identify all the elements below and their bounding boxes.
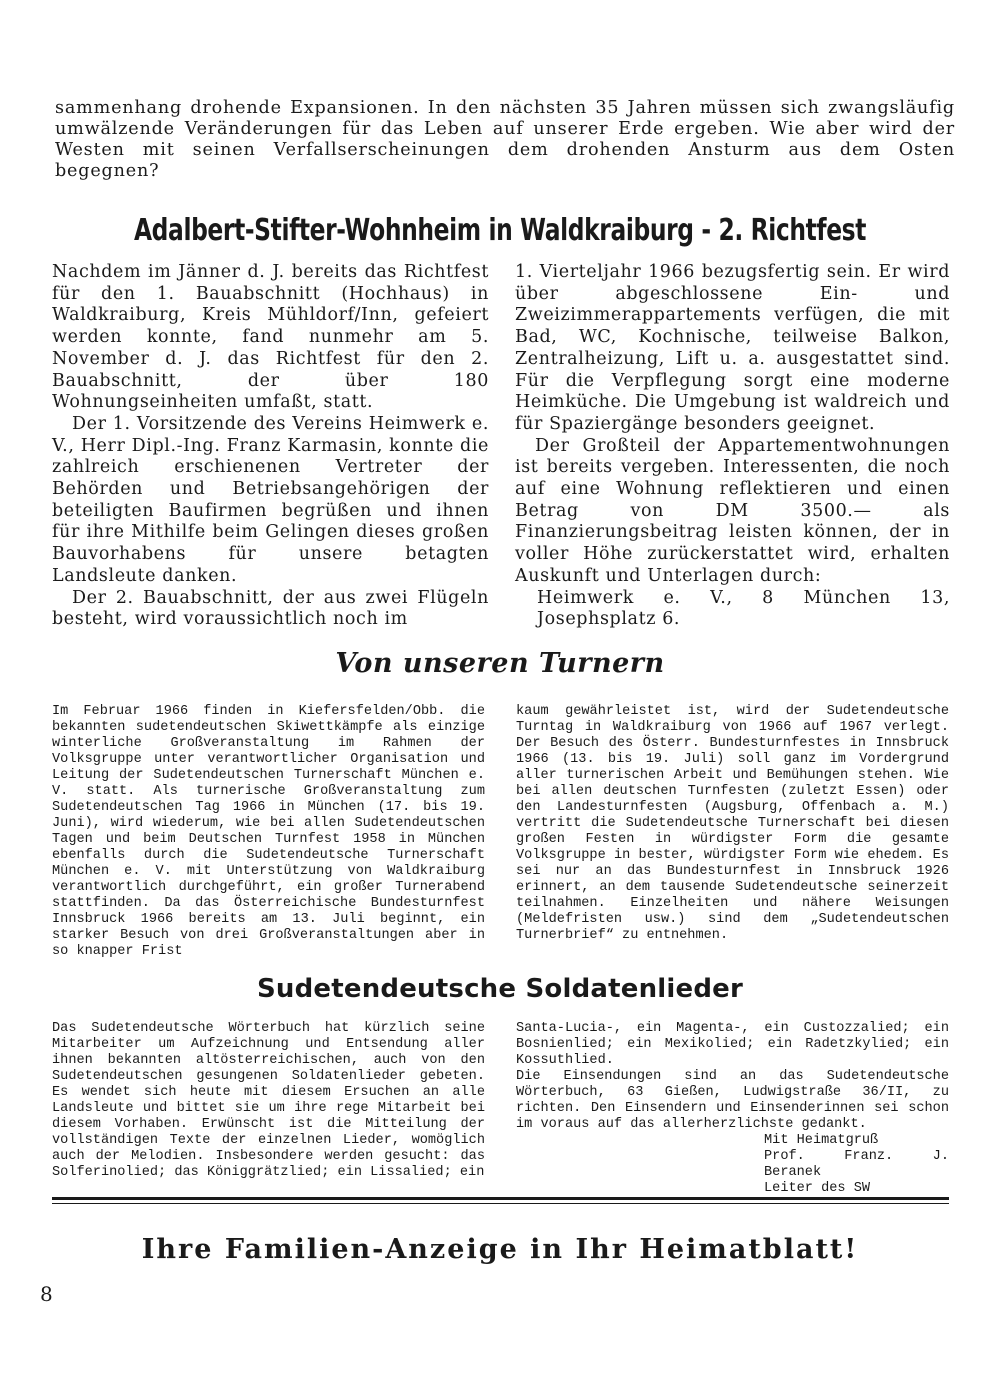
- article-wohnheim-right-column: [515, 262, 950, 631]
- paragraph: Der Großteil der Appartementwohnungen ist bereits vergeben. Interessenten, die noch auf eine Wohnung reflektieren und einen Betrag von DM 3500.— als Finanzierungsbeitrag leisten können, der in voller Höhe zurückerstattet wird, erhalten Auskunft und Unterlagen durch:: [515, 435, 950, 586]
- article-turner-right-column: [516, 704, 949, 944]
- paragraph: Die Einsendungen sind an das Sudetendeutsche Wörterbuch, 63 Gießen, Ludwigstraße 36/II, zu richten. Den Einsendern und Einsenderinnen sei schon im voraus auf das allerherzlichste gedankt.: [516, 1069, 949, 1132]
- paragraph: Das Sudetendeutsche Wörterbuch hat kürzlich seine Mitarbeiter um Aufzeichnung und Entsendung aller ihnen bekannten altösterreichischen, auch von den Sudetendeutschen gesungenen Soldatenlieder gebeten. Es wendet sich heute mit diesem Ersuchen an alle Landsleute und bittet sie um ihre rege Mitarbeit bei diesem Vorhaben. Erwünscht ist die Mitteilung der vollständigen Texte der einzelnen Lieder, womöglich auch der Melodien. Insbesondere werden gesucht: das Solferinolied; das Königgrätzlied; ein Lissalied; ein: [52, 1021, 485, 1180]
- article-title-wohnheim: Adalbert-Stifter-Wohnheim in Waldkraiburg - 2. Richtfest: [133, 213, 867, 248]
- intro-paragraph: sammenhang drohende Expansionen. In den nächsten 35 Jahren müssen sich zwangsläufig umwälzende Veränderungen für das Leben auf unserer Erde ergeben. Wie aber wird der Westen mit seinen Verfallserscheinungen dem drohenden Ansturm aus dem Osten begegnen?: [55, 98, 955, 181]
- article-soldatenlieder-left-column: [52, 1021, 485, 1181]
- signature-line: Prof. Franz. J. Beranek: [764, 1149, 949, 1180]
- article-title-turner: Von unseren Turnern: [335, 648, 665, 679]
- paragraph: Im Februar 1966 finden in Kiefersfelden/Obb. die bekannten sudetendeutschen Skiwettkämpfe als einzige winterliche Großveranstaltung im Rahmen der Volksgruppe unter verantwortlicher Organisation und Leitung der Sudetendeutschen Turnerschaft München e. V. statt. Als turnerische Großveranstaltung zum Sudetendeutschen Tag 1966 in München (17. bis 19. Juni), wird wiederum, wie bei allen Sudetendeutschen Tagen und beim Deutschen Turnfest 1958 in München ebenfalls durch die Sudetendeutsche Turnerschaft München e. V. mit Unterstützung von Waldkraiburg verantwortlich durchgeführt, ein großer Turnerabend stattfinden. Da das Österreichische Bundesturnfest Innsbruck 1966 bereits am 13. Juli beginnt, ein starker Besuch von drei Großveranstaltungen aber in so knapper Frist: [52, 704, 485, 959]
- paragraph: Der 2. Bauabschnitt, der aus zwei Flügeln besteht, wird voraussichtlich noch im: [52, 587, 489, 630]
- paragraph: Santa-Lucia-, ein Magenta-, ein Custozzalied; ein Bosnienlied; ein Mexikolied; ein Radetzkylied; ein Kossuthlied.: [516, 1021, 949, 1068]
- divider-rule: [52, 1203, 949, 1204]
- article-soldatenlieder-right-column: [516, 1021, 949, 1197]
- article-turner-left-column: [52, 704, 485, 960]
- page-number: 8: [40, 1282, 53, 1306]
- signature-line: Leiter des SW: [764, 1181, 871, 1196]
- paragraph: Der 1. Vorsitzende des Vereins Heimwerk e. V., Herr Dipl.-Ing. Franz Karmasin, konnte die zahlreich erschienenen Vertreter der Behörden und Betriebsangehörigen der beteiligten Baufirmen begrüßen und ihnen für ihre Mithilfe beim Gelingen dieses großen Bauvorhabens für unsere betagten Landsleute danken.: [52, 413, 489, 586]
- divider-rule: [52, 1197, 949, 1200]
- address: Heimwerk e. V., 8 München 13, Josephsplatz 6.: [537, 587, 950, 630]
- article-title-soldatenlieder: Sudetendeutsche Soldatenlieder: [256, 974, 744, 1004]
- paragraph: Nachdem im Jänner d. J. bereits das Richtfest für den 1. Bauabschnitt (Hochhaus) in Waldkraiburg, Kreis Mühldorf/Inn, gefeiert werden konnte, fand nunmehr am 5. November d. J. das Richtfest für den 2. Bauabschnitt, der über 180 Wohnungseinheiten umfaßt, statt.: [52, 262, 489, 413]
- signature-line: Mit Heimatgruß: [764, 1133, 879, 1148]
- article-wohnheim-left-column: [52, 262, 489, 631]
- paragraph: kaum gewährleistet ist, wird der Sudetendeutsche Turntag in Waldkraiburg von 1966 auf 1967 verlegt. Der Besuch des Österr. Bundesturnfestes in Innsbruck 1966 (13. bis 19. Juli) soll ganz im Vordergrund aller turnerischen Arbeit und Bemühungen stehen. Wie bei allen deutschen Turnfesten (zuletzt Essen) oder den Landesturnfesten (Augsburg, Offenbach a. M.) vertritt die Sudetendeutsche Turnerschaft bei diesen großen Festen in würdigster Form die gesamte Volksgruppe in bester, würdigster Form wie ehedem. Es sei nur an das Bundesturnfest in Innsbruck 1926 erinnert, an dem tausende Sudetendeutsche seinerzeit teilnahmen. Einzelheiten und nähere Weisungen (Meldefristen usw.) sind dem „Sudetendeutschen Turnerbrief“ zu entnehmen.: [516, 704, 949, 943]
- advertisement-banner: Ihre Familien-Anzeige in Ihr Heimatblatt!: [141, 1234, 859, 1265]
- paragraph: 1. Vierteljahr 1966 bezugsfertig sein. Er wird über abgeschlossene Ein- und Zweizimmerappartements verfügen, die mit Bad, WC, Kochnische, teilweise Balkon, Zentralheizung, Lift u. a. ausgestattet sind. Für die Verpflegung sorgt eine moderne Heimküche. Die Umgebung ist waldreich und für Spaziergänge besonders geeignet.: [515, 262, 950, 434]
